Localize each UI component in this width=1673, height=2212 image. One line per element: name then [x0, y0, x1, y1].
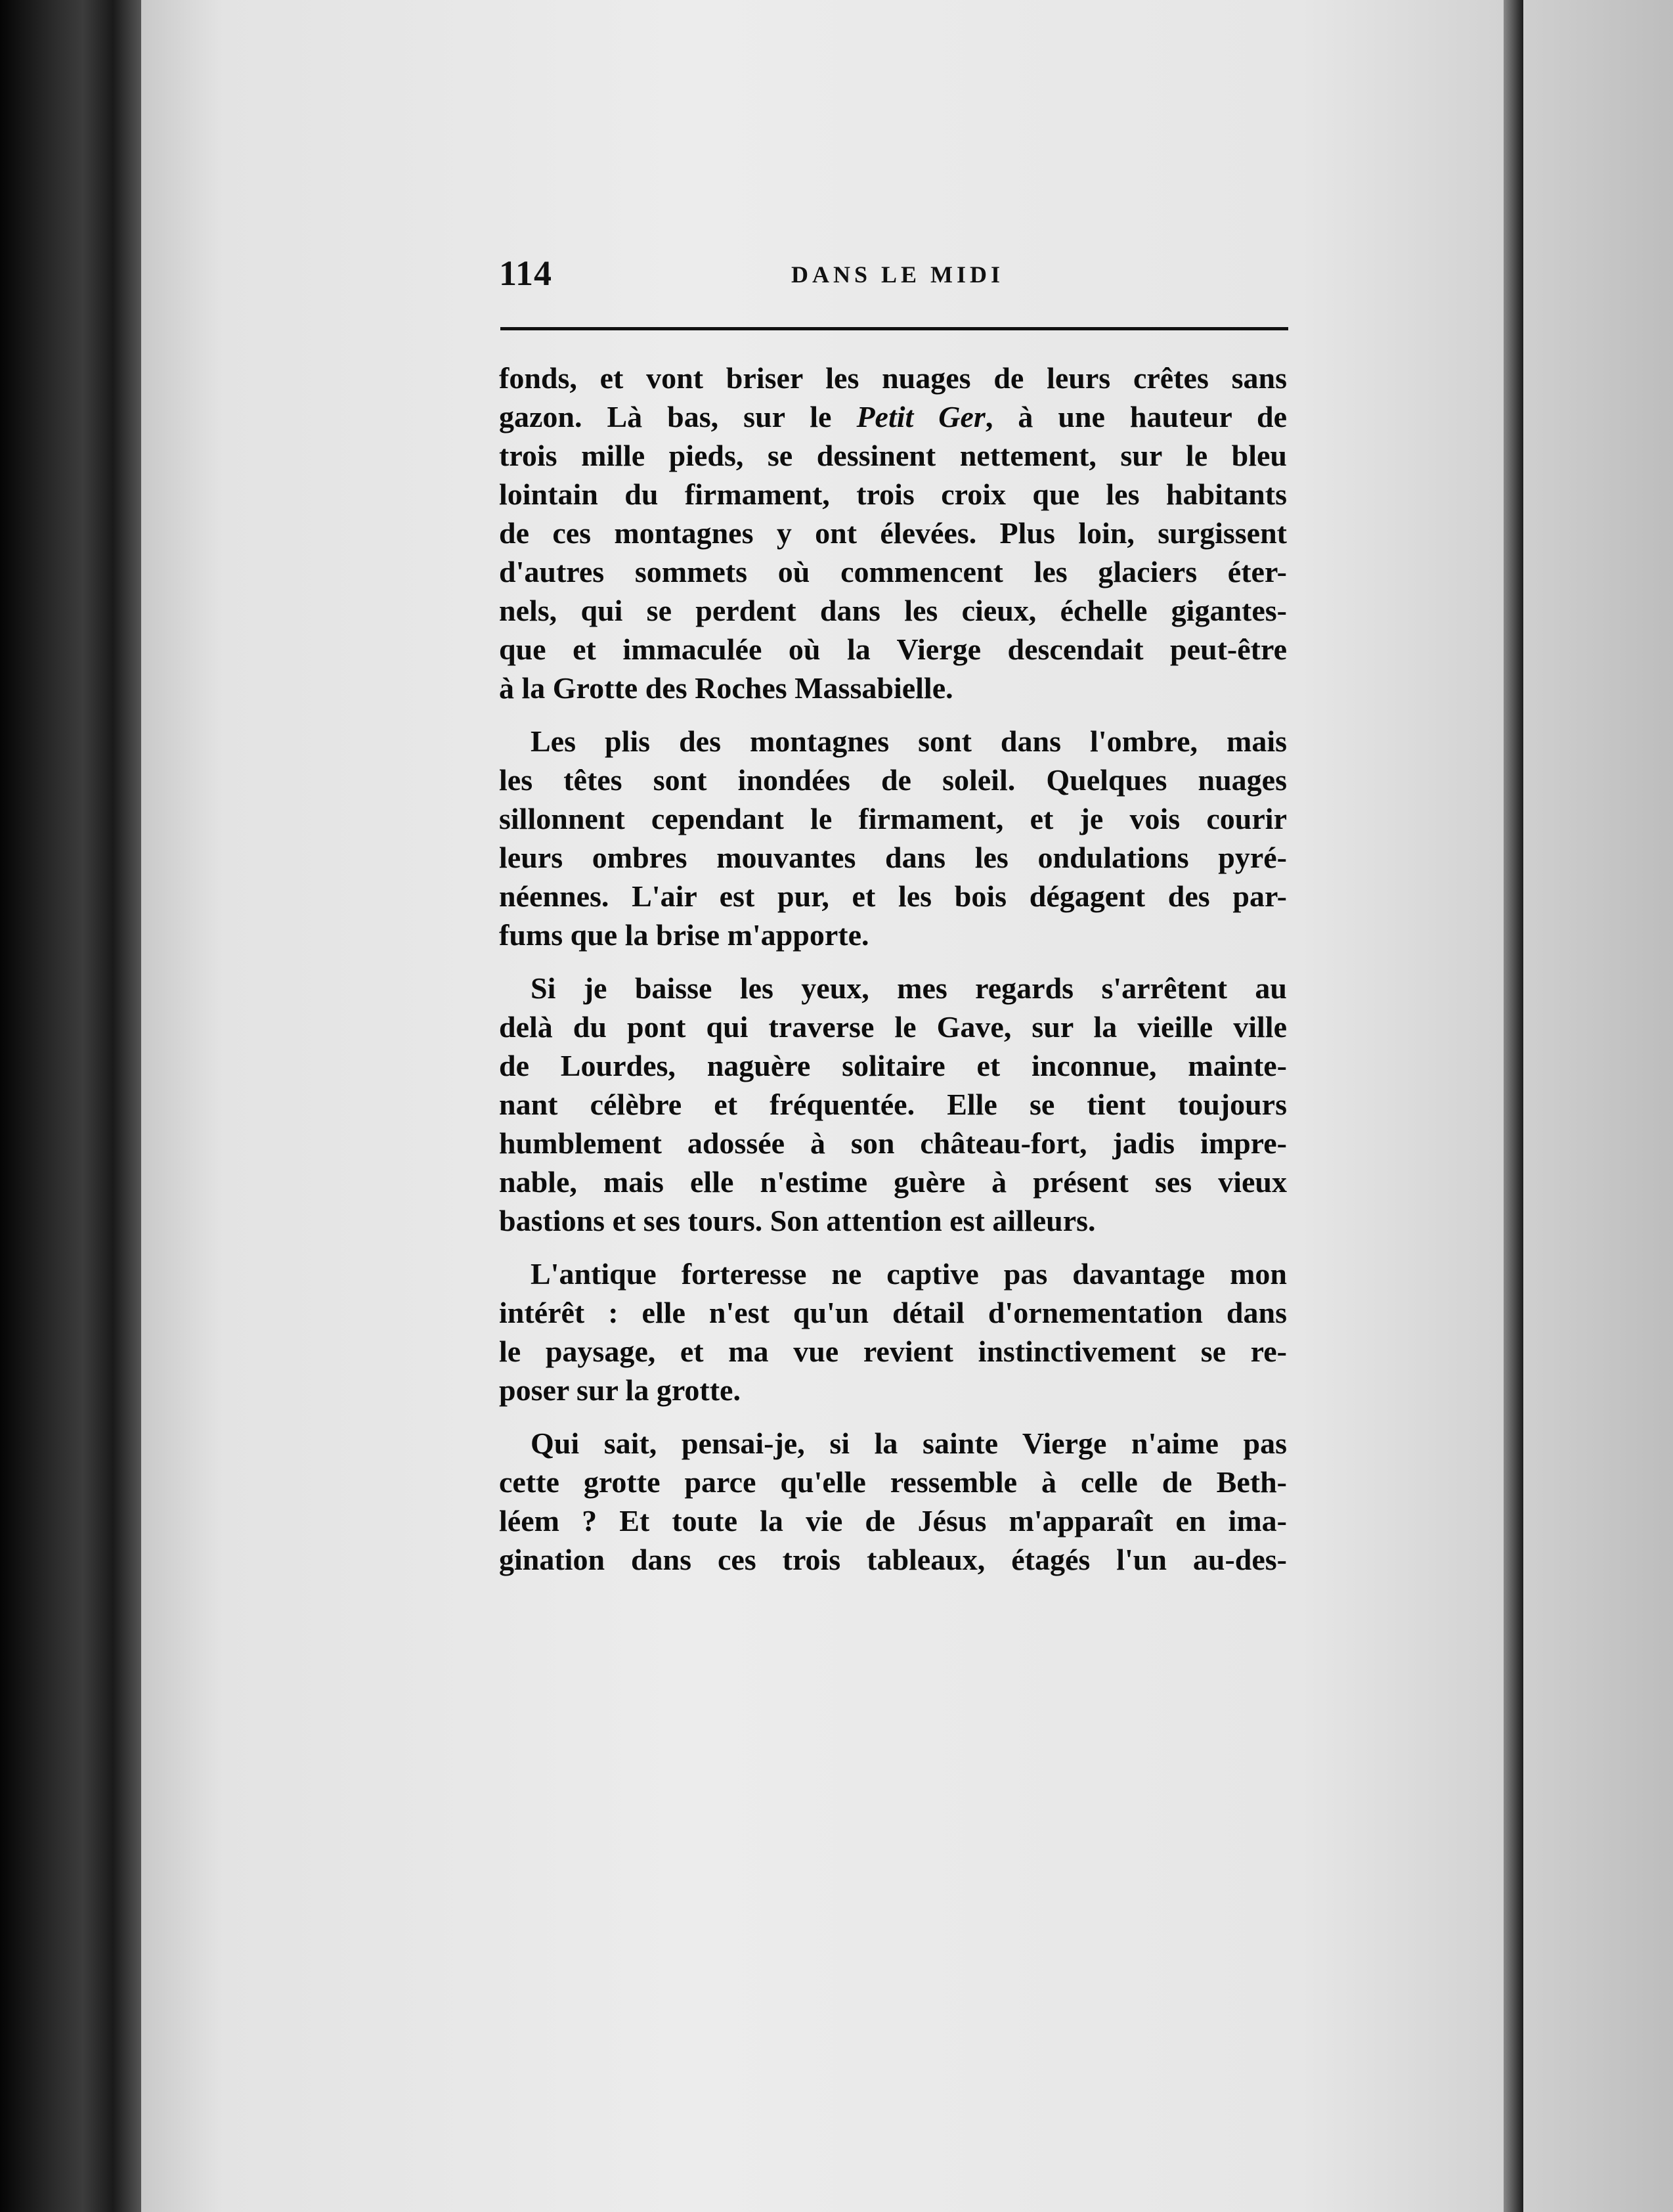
- text-line: Qui sait, pensai-je, si la sainte Vierge n'aime pas: [531, 1427, 1287, 1460]
- text-line: trois mille pieds, se dessinent nettement, sur le bleu: [499, 439, 1287, 472]
- running-title: DANS LE MIDI: [791, 261, 1005, 288]
- text-line: delà du pont qui traverse le Gave, sur la vieille ville: [499, 1010, 1287, 1044]
- text-line: poser sur la grotte.: [499, 1373, 741, 1407]
- text-line: nable, mais elle n'estime guère à présent ses vieux: [499, 1165, 1287, 1199]
- text-line: cette grotte parce qu'elle ressemble à celle de Beth-: [499, 1465, 1287, 1499]
- text-line: bastions et ses tours. Son attention est ailleurs.: [499, 1204, 1096, 1237]
- text-line: le paysage, et ma vue revient instinctivement se re-: [499, 1335, 1287, 1368]
- text-line: de ces montagnes y ont élevées. Plus loin, surgissent: [499, 516, 1287, 550]
- text-line: que et immaculée où la Vierge descendait peut-être: [499, 632, 1287, 666]
- text-line: intérêt : elle n'est qu'un détail d'ornementation dans: [499, 1296, 1287, 1329]
- paragraph: [499, 1424, 1287, 1579]
- book-binding: [0, 0, 151, 2212]
- paragraph: [499, 722, 1287, 954]
- text-line: L'antique forteresse ne captive pas davantage mon: [531, 1257, 1287, 1291]
- page-gutter: [1504, 0, 1523, 2212]
- paragraph: [499, 359, 1287, 707]
- text-line: leurs ombres mouvantes dans les ondulations pyré-: [499, 841, 1287, 874]
- text-line: sillonnent cependant le firmament, et je vois courir: [499, 802, 1287, 835]
- page-number: 114: [499, 254, 553, 293]
- text-line: Si je baisse les yeux, mes regards s'arrêtent au: [531, 971, 1287, 1005]
- italic-place-name: Petit Ger: [856, 400, 986, 433]
- text-line: d'autres sommets où commencent les glaciers éter-: [499, 555, 1287, 588]
- text-line: les têtes sont inondées de soleil. Quelques nuages: [499, 763, 1287, 797]
- body-text: [499, 359, 1287, 1593]
- text-line: lointain du firmament, trois croix que les habitants: [499, 477, 1287, 511]
- text-line: nels, qui se perdent dans les cieux, échelle gigantes-: [499, 594, 1287, 627]
- paragraph: [499, 1254, 1287, 1409]
- text-line: Les plis des montagnes sont dans l'ombre, mais: [531, 724, 1287, 758]
- text-line: fums que la brise m'apporte.: [499, 918, 869, 952]
- text-line: gination dans ces trois tableaux, étagés l'un au-des-: [499, 1543, 1287, 1576]
- text-line: humblement adossée à son château-fort, jadis impre-: [499, 1126, 1287, 1160]
- text-line: fonds, et vont briser les nuages de leurs crêtes sans: [499, 361, 1287, 395]
- text-line: gazon. Là bas, sur le Petit Ger, à une hauteur de: [499, 400, 1287, 433]
- text-line: léem ? Et toute la vie de Jésus m'apparaît en ima-: [499, 1504, 1287, 1537]
- header-rule: [500, 327, 1288, 330]
- adjacent-page-edge: [1523, 0, 1673, 2212]
- text-line: de Lourdes, naguère solitaire et inconnue, mainte-: [499, 1049, 1287, 1082]
- text-line: nant célèbre et fréquentée. Elle se tient toujours: [499, 1088, 1287, 1121]
- text-line: néennes. L'air est pur, et les bois dégagent des par-: [499, 879, 1287, 913]
- paragraph: [499, 969, 1287, 1240]
- running-head: [499, 253, 1287, 305]
- text-line: à la Grotte des Roches Massabielle.: [499, 671, 953, 705]
